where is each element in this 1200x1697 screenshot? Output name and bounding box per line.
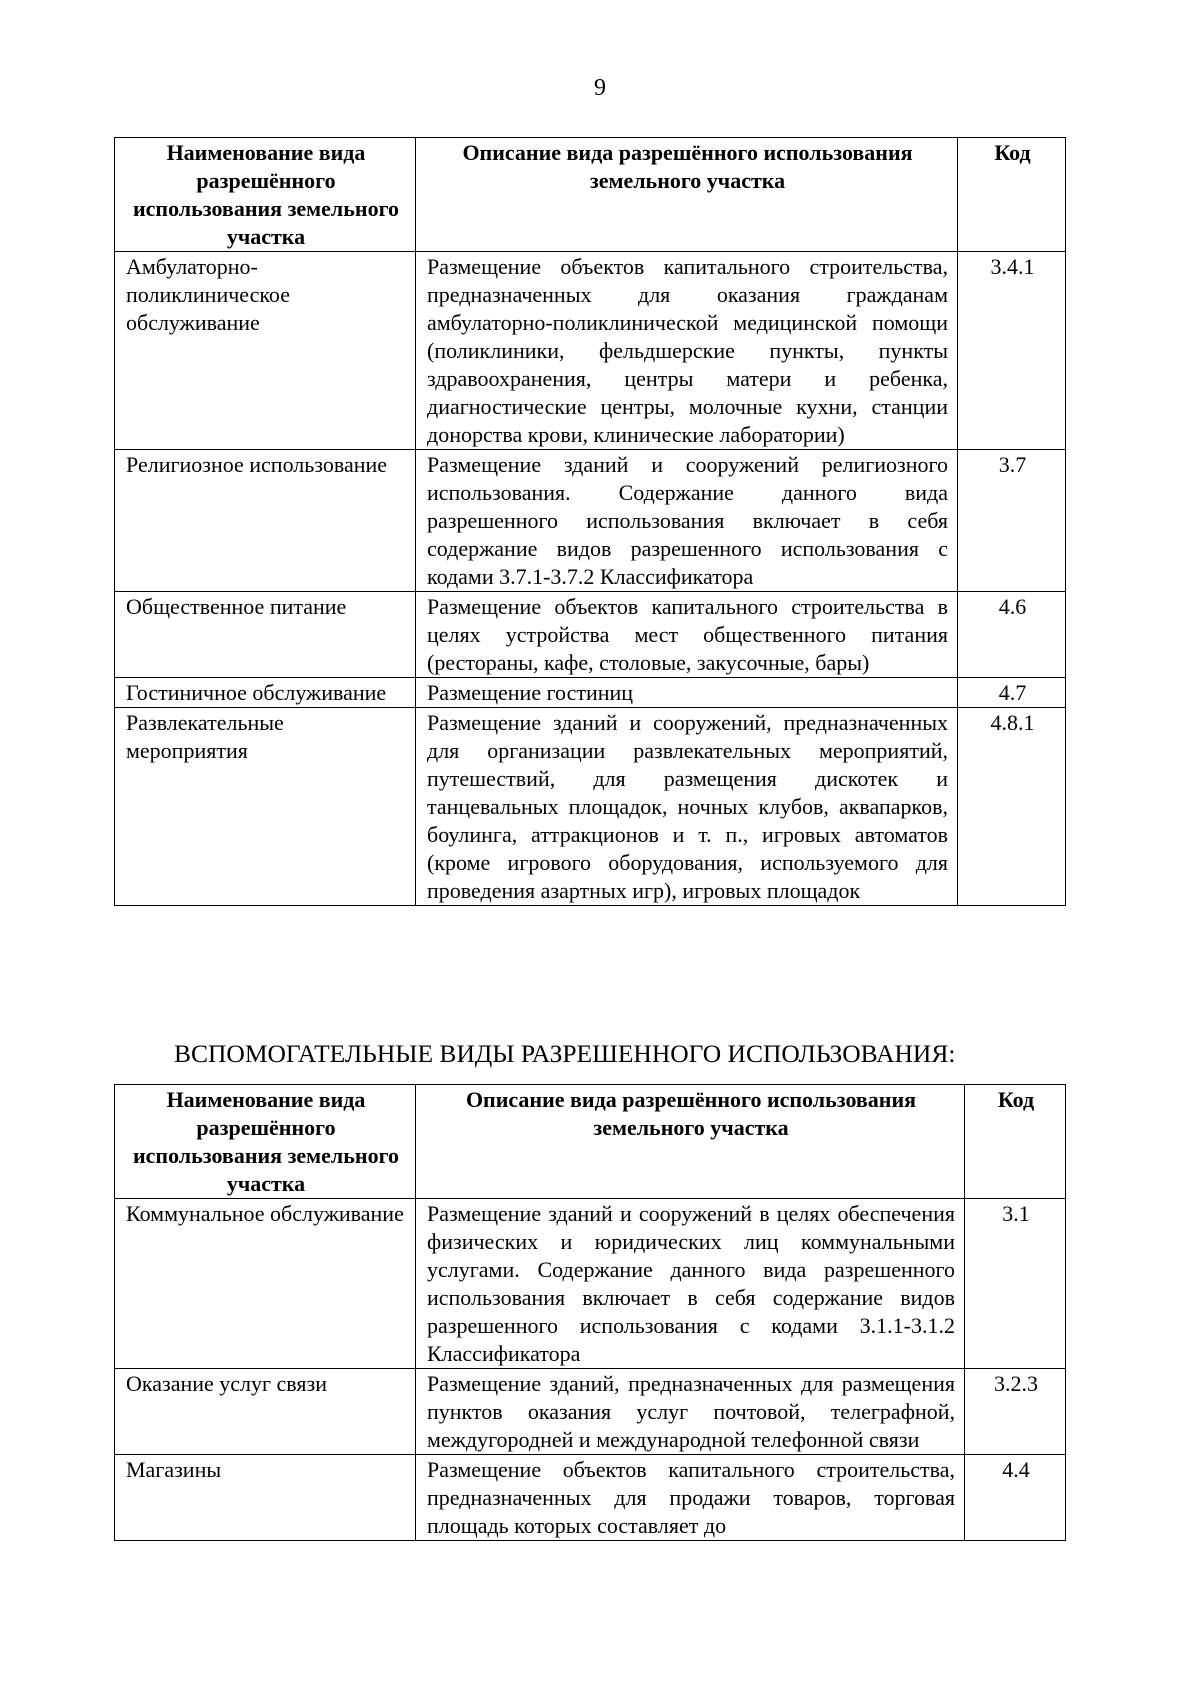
section-heading: ВСПОМОГАТЕЛЬНЫЕ ВИДЫ РАЗРЕШЕННОГО ИСПОЛЬЗОВАНИЯ:	[174, 1039, 956, 1068]
use-description: Размещение объектов капитального строительства в целях устройства мест общественного питания (рестораны, кафе, столовые, закусочные, бары)	[416, 592, 958, 678]
table-row	[115, 1455, 1066, 1541]
use-description: Размещение зданий и сооружений религиозного использования. Содержание данного вида разрешенного использования включает в себя содержание видов разрешенного использования с кодами 3.7.1-3.7.2 Классификатора	[416, 450, 958, 592]
use-code: 4.8.1	[958, 708, 1066, 906]
header-description: Описание вида разрешённого использования земельного участка	[416, 138, 958, 252]
use-description: Размещение зданий, предназначенных для размещения пунктов оказания услуг почтовой, телеграфной, междугородней и международной телефонной связи	[416, 1369, 965, 1455]
header-code: Код	[965, 1085, 1066, 1199]
table-row	[115, 1369, 1066, 1455]
use-code: 4.4	[965, 1455, 1066, 1541]
use-name: Амбулаторно-поликлиническое обслуживание	[115, 252, 416, 450]
table-row	[115, 252, 1066, 450]
use-name: Оказание услуг связи	[115, 1369, 416, 1455]
use-name: Общественное питание	[115, 592, 416, 678]
use-name: Магазины	[115, 1455, 416, 1541]
table-row	[115, 450, 1066, 592]
use-code: 4.6	[958, 592, 1066, 678]
use-name: Гостиничное обслуживание	[115, 678, 416, 708]
table-header-row	[115, 1085, 1066, 1199]
use-description: Размещение гостиниц	[416, 678, 958, 708]
table-row	[115, 708, 1066, 906]
use-description: Размещение зданий и сооружений в целях обеспечения физических и юридических лиц коммунальными услугами. Содержание данного вида разрешенного использования включает в себя содержание видов разрешенного использования с кодами 3.1.1-3.1.2 Классификатора	[416, 1199, 965, 1369]
table-row	[115, 678, 1066, 708]
header-description: Описание вида разрешённого использования земельного участка	[416, 1085, 965, 1199]
use-code: 4.7	[958, 678, 1066, 708]
use-code: 3.7	[958, 450, 1066, 592]
use-description: Размещение объектов капитального строительства, предназначенных для продажи товаров, торговая площадь которых составляет до	[416, 1455, 965, 1541]
auxiliary-uses-table	[114, 1084, 1066, 1541]
main-uses-table	[114, 137, 1066, 906]
use-code: 3.2.3	[965, 1369, 1066, 1455]
table-header-row	[115, 138, 1066, 252]
use-name: Коммунальное обслуживание	[115, 1199, 416, 1369]
header-code: Код	[958, 138, 1066, 252]
use-name: Религиозное использование	[115, 450, 416, 592]
use-code: 3.1	[965, 1199, 1066, 1369]
header-name: Наименование вида разрешённого использования земельного участка	[115, 1085, 416, 1199]
header-name: Наименование вида разрешённого использования земельного участка	[115, 138, 416, 252]
page-number: 9	[594, 75, 606, 101]
table-row	[115, 1199, 1066, 1369]
use-name: Развлекательные мероприятия	[115, 708, 416, 906]
use-description: Размещение зданий и сооружений, предназначенных для организации развлекательных мероприятий, путешествий, для размещения дискотек и танцевальных площадок, ночных клубов, аквапарков, боулинга, аттракционов и т. п., игровых автоматов (кроме игрового оборудования, используемого для проведения азартных игр), игровых площадок	[416, 708, 958, 906]
use-description: Размещение объектов капитального строительства, предназначенных для оказания гражданам амбулаторно-поликлинической медицинской помощи (поликлиники, фельдшерские пункты, пункты здравоохранения, центры матери и ребенка, диагностические центры, молочные кухни, станции донорства крови, клинические лаборатории)	[416, 252, 958, 450]
table-row	[115, 592, 1066, 678]
use-code: 3.4.1	[958, 252, 1066, 450]
